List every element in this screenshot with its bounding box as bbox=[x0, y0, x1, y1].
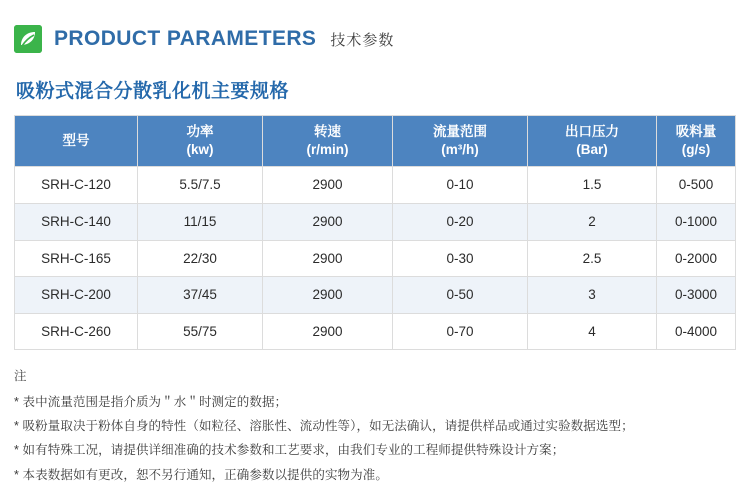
cell-model: SRH-C-260 bbox=[15, 313, 138, 350]
column-header-flow-range-line2: (m³/h) bbox=[441, 142, 479, 158]
column-header-outlet-pressure-line2: (Bar) bbox=[576, 142, 608, 158]
column-header-flow-range bbox=[393, 116, 528, 167]
column-header-speed bbox=[263, 116, 393, 167]
cell-power: 37/45 bbox=[138, 277, 263, 314]
column-header-suction-rate-line1: 吸料量 bbox=[675, 124, 717, 139]
header-title-en: PRODUCT PARAMETERS bbox=[54, 27, 317, 50]
cell-outlet-pressure: 3 bbox=[528, 277, 657, 314]
page-header bbox=[14, 0, 736, 62]
cell-outlet-pressure: 2.5 bbox=[528, 240, 657, 277]
cell-suction-rate: 0-2000 bbox=[657, 240, 736, 277]
cell-model: SRH-C-140 bbox=[15, 203, 138, 240]
cell-flow-range: 0-70 bbox=[393, 313, 528, 350]
table-row bbox=[15, 313, 736, 350]
cell-outlet-pressure: 2 bbox=[528, 203, 657, 240]
column-header-model-line1: 型号 bbox=[62, 133, 90, 149]
cell-speed: 2900 bbox=[263, 277, 393, 314]
cell-suction-rate: 0-500 bbox=[657, 167, 736, 204]
cell-flow-range: 0-30 bbox=[393, 240, 528, 277]
cell-suction-rate: 0-4000 bbox=[657, 313, 736, 350]
table-head bbox=[15, 116, 736, 167]
column-header-power bbox=[138, 116, 263, 167]
column-header-outlet-pressure-line1: 出口压力 bbox=[565, 124, 619, 139]
column-header-power-line1: 功率 bbox=[186, 124, 214, 139]
column-header-outlet-pressure bbox=[528, 116, 657, 167]
table-header-row bbox=[15, 116, 736, 167]
note-line: * 本表数据如有更改，恕不另行通知，正确参数以提供的实物为准。 bbox=[14, 467, 388, 482]
cell-flow-range: 0-50 bbox=[393, 277, 528, 314]
cell-speed: 2900 bbox=[263, 167, 393, 204]
table-row bbox=[15, 240, 736, 277]
page-title: 吸粉式混合分散乳化机主要规格 bbox=[16, 81, 290, 102]
specifications-table bbox=[14, 115, 736, 350]
cell-speed: 2900 bbox=[263, 203, 393, 240]
cell-speed: 2900 bbox=[263, 240, 393, 277]
cell-outlet-pressure: 1.5 bbox=[528, 167, 657, 204]
cell-suction-rate: 0-3000 bbox=[657, 277, 736, 314]
note-line: * 如有特殊工况，请提供详细准确的技术参数和工艺要求，由我们专业的工程师提供特殊设计方案； bbox=[14, 443, 565, 458]
green-leaf-logo-icon bbox=[14, 25, 42, 53]
table-row bbox=[15, 277, 736, 314]
column-header-suction-rate-line2: (g/s) bbox=[681, 142, 711, 158]
cell-power: 5.5/7.5 bbox=[138, 167, 263, 204]
notes-section bbox=[14, 364, 736, 487]
header-title-cn: 技术参数 bbox=[330, 31, 395, 49]
column-header-speed-line2: (r/min) bbox=[306, 142, 349, 158]
table-row bbox=[15, 167, 736, 204]
table-row bbox=[15, 203, 736, 240]
column-header-model bbox=[15, 116, 138, 167]
cell-power: 55/75 bbox=[138, 313, 263, 350]
column-header-suction-rate bbox=[657, 116, 736, 167]
cell-flow-range: 0-10 bbox=[393, 167, 528, 204]
cell-model: SRH-C-200 bbox=[15, 277, 138, 314]
column-header-speed-line1: 转速 bbox=[314, 124, 341, 139]
cell-model: SRH-C-120 bbox=[15, 167, 138, 204]
cell-outlet-pressure: 4 bbox=[528, 313, 657, 350]
cell-flow-range: 0-20 bbox=[393, 203, 528, 240]
cell-speed: 2900 bbox=[263, 313, 393, 350]
note-line: * 表中流量范围是指介质为＂水＂时测定的数据； bbox=[14, 394, 288, 409]
cell-model: SRH-C-165 bbox=[15, 240, 138, 277]
cell-power: 22/30 bbox=[138, 240, 263, 277]
notes-heading: 注 bbox=[14, 369, 27, 384]
cell-power: 11/15 bbox=[138, 203, 263, 240]
note-line: * 吸粉量取决于粉体自身的特性（如粒径、溶胀性、流动性等），如无法确认，请提供样品或通过实验数据选型； bbox=[14, 418, 634, 433]
table-body bbox=[15, 167, 736, 350]
column-header-flow-range-line1: 流量范围 bbox=[433, 124, 487, 139]
cell-suction-rate: 0-1000 bbox=[657, 203, 736, 240]
column-header-power-line2: (kw) bbox=[186, 142, 214, 158]
